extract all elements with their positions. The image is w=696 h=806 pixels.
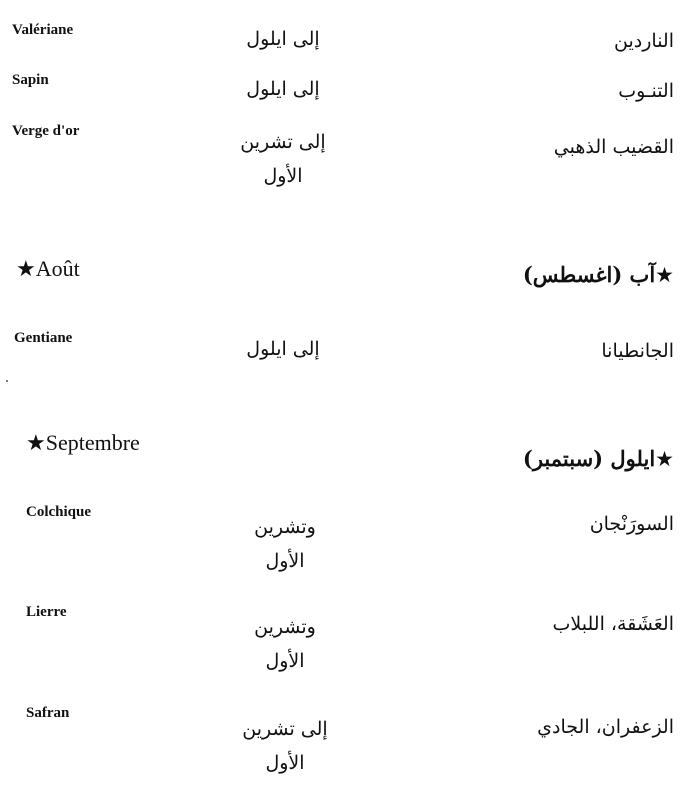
plant-arabic-name: التنـوب bbox=[618, 80, 674, 102]
flowering-period bbox=[208, 22, 358, 56]
plant-french-name: Lierre bbox=[26, 604, 67, 620]
period-line: إلى ايلول bbox=[246, 338, 320, 360]
flowering-period bbox=[208, 332, 358, 366]
plant-arabic-name: العَشَقة، اللبلاب bbox=[552, 613, 674, 635]
plant-french-name: Valériane bbox=[12, 22, 74, 38]
month-label: آب (اغسطس) bbox=[522, 262, 656, 287]
period-line: الأول bbox=[265, 752, 305, 774]
period-line: الأول bbox=[265, 650, 305, 672]
flowering-period bbox=[208, 72, 358, 106]
star-icon: ★ bbox=[16, 256, 36, 281]
month-heading-french bbox=[16, 256, 80, 282]
period-line: وتشرين bbox=[254, 616, 316, 638]
period-line: إلى تشرين bbox=[240, 131, 326, 153]
period-line: إلى ايلول bbox=[246, 78, 320, 100]
month-heading-arabic bbox=[523, 262, 674, 287]
flowering-period bbox=[208, 125, 358, 193]
scan-speck bbox=[6, 380, 8, 382]
month-label: ايلول (سبتمبر) bbox=[522, 446, 656, 471]
period-line: إلى ايلول bbox=[246, 28, 320, 50]
period-line: الأول bbox=[263, 165, 303, 187]
flowering-period bbox=[210, 510, 360, 578]
period-line: الأول bbox=[265, 550, 305, 572]
month-heading-french bbox=[26, 430, 140, 456]
month-label: Septembre bbox=[45, 430, 140, 455]
plant-french-name: Verge d'or bbox=[12, 123, 80, 139]
plant-french-name: Sapin bbox=[12, 72, 49, 88]
plant-arabic-name: الزعفران، الجادي bbox=[537, 716, 674, 738]
month-label: Août bbox=[35, 256, 80, 281]
flowering-period bbox=[210, 712, 360, 780]
plant-arabic-name: الناردين bbox=[614, 30, 674, 52]
month-heading-arabic bbox=[523, 446, 674, 471]
star-icon: ★ bbox=[26, 430, 46, 455]
plant-french-name: Gentiane bbox=[14, 330, 73, 346]
period-line: إلى تشرين bbox=[242, 718, 328, 740]
star-icon: ★ bbox=[655, 263, 674, 287]
flowering-period bbox=[210, 610, 360, 678]
plant-arabic-name: الجانطيانا bbox=[601, 340, 674, 362]
plant-arabic-name: السورَنْجان bbox=[589, 513, 674, 535]
plant-arabic-name: القضيب الذهبي bbox=[553, 136, 674, 158]
period-line: وتشرين bbox=[254, 516, 316, 538]
plant-french-name: Colchique bbox=[26, 504, 92, 520]
plant-french-name: Safran bbox=[26, 705, 70, 721]
star-icon: ★ bbox=[655, 447, 674, 471]
